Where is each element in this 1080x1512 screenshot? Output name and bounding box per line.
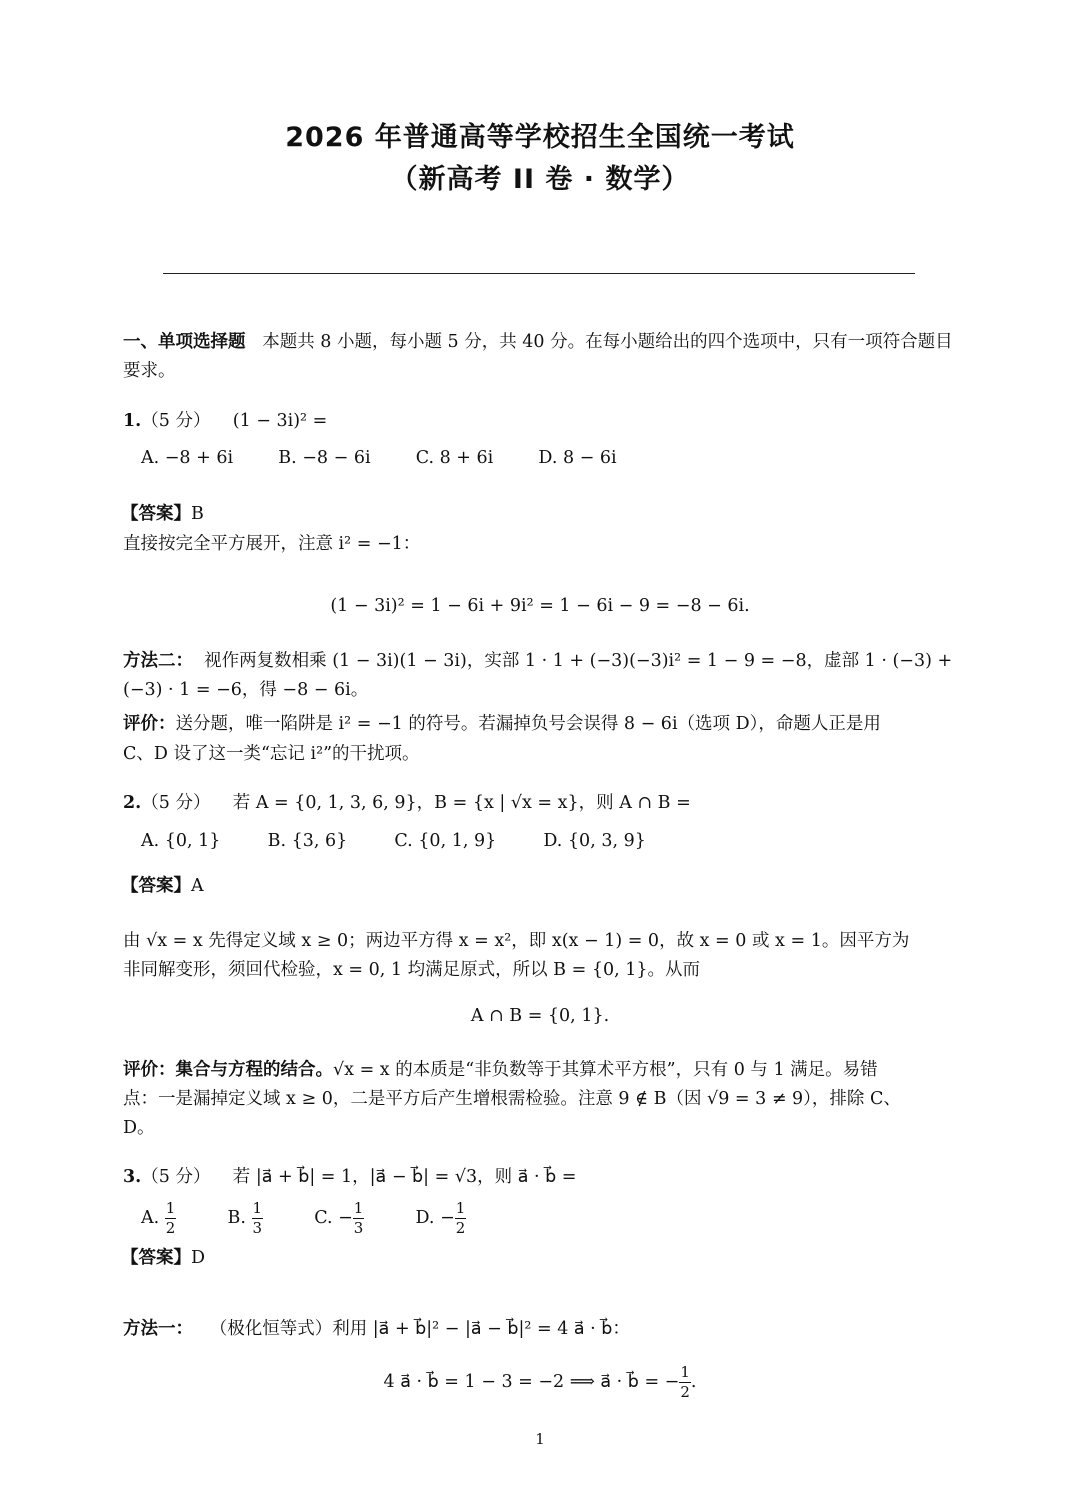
question-1-number: 1.: [123, 411, 142, 431]
comment-text: √x = x 的本质是“非负数等于其算术平方根”，只有 0 与 1 满足。易错: [333, 1060, 878, 1080]
option-1d: D. 8 − 6i: [538, 448, 617, 468]
exam-title: 2026 年普通高等学校招生全国统一考试: [285, 122, 795, 153]
question-3-stem: [123, 1162, 576, 1192]
option-1a: A. −8 + 6i: [141, 448, 234, 468]
question-2-explanation: 由 √x = x 先得定义域 x ≥ 0；两边平方得 x = x²，即 x(x − 1) = 0，故 x = 0 或 x = 1。因平方为: [123, 931, 910, 951]
option-3c: C. − $\frac{1}{3}$: [314, 1199, 364, 1237]
method2-label: 方法二：: [123, 651, 193, 671]
fraction: $\frac{1}{2}$: [165, 1199, 176, 1237]
question-2-number: 2.: [123, 793, 142, 813]
method1-label: 方法一：: [123, 1319, 193, 1339]
question-1-comment: [123, 709, 881, 739]
question-2-explanation-cont: 非同解变形，须回代检验，x = 0, 1 均满足原式，所以 B = {0, 1}。从而: [123, 960, 700, 980]
question-2-stem: [123, 788, 691, 818]
question-3-score: （5 分）: [141, 1167, 211, 1187]
option-3a: A. $\frac{1}{2}$: [141, 1199, 176, 1237]
option-3b: B. $\frac{1}{3}$: [227, 1199, 263, 1237]
question-2-comment: [123, 1055, 878, 1085]
section-header: [123, 327, 953, 357]
question-3-answer: [121, 1243, 205, 1273]
question-2-comment-end: D。: [123, 1118, 155, 1138]
option-2a: A. {0, 1}: [141, 831, 221, 851]
answer-value: D: [191, 1248, 206, 1268]
question-1-method2-cont: (−3) · 1 = −6，得 −8 − 6i。: [123, 680, 369, 700]
option-1b: B. −8 − 6i: [278, 448, 371, 468]
question-2-expression: 若 A = {0, 1, 3, 6, 9}，B = {x | √x = x}，则 A ∩ B =: [232, 793, 691, 813]
option-2c: C. {0, 1, 9}: [394, 831, 497, 851]
fraction: $\frac{1}{2}$: [680, 1363, 690, 1401]
section-heading: 一、单项选择题: [123, 332, 246, 352]
question-3-formula: 4 a⃗ · b⃗ = 1 − 3 = −2 ⟹ a⃗ · b⃗ = − $\frac{1}{2}$ .: [383, 1363, 697, 1401]
question-3-expression: 若 |a⃗ + b⃗| = 1，|a⃗ − b⃗| = √3，则 a⃗ · b⃗ =: [232, 1167, 577, 1187]
comment-label: 评价：: [123, 1060, 176, 1080]
answer-label: 【答案】: [121, 1248, 191, 1268]
section-description: 本题共 8 小题，每小题 5 分，共 40 分。在每小题给出的四个选项中，只有一项符合题目: [262, 332, 953, 352]
comment-label: 评价：: [123, 714, 176, 734]
question-1-answer: [121, 499, 204, 529]
question-1-comment-cont: C、D 设了这一类“忘记 i²”的干扰项。: [123, 744, 420, 764]
answer-label: 【答案】: [121, 876, 191, 896]
answer-label: 【答案】: [121, 504, 191, 524]
question-1-explanation: 直接按完全平方展开，注意 i² = −1：: [123, 534, 421, 554]
method2-text: 视作两复数相乘 (1 − 3i)(1 − 3i)，实部 1 · 1 + (−3)(−3)i² = 1 − 9 = −8，虚部 1 · (−3) +: [204, 651, 953, 671]
option-1c: C. 8 + 6i: [415, 448, 494, 468]
fraction: $\frac{1}{3}$: [252, 1199, 263, 1237]
option-3d: D. − $\frac{1}{2}$: [415, 1199, 466, 1237]
fraction: $\frac{1}{2}$: [455, 1199, 466, 1237]
question-1-score: （5 分）: [141, 411, 211, 431]
comment-text: 送分题，唯一陷阱是 i² = −1 的符号。若漏掉负号会误得 8 − 6i（选项 D），命题人正是用: [175, 714, 881, 734]
option-2b: B. {3, 6}: [267, 831, 348, 851]
question-1-expression: (1 − 3i)² =: [232, 411, 328, 431]
fraction: $\frac{1}{3}$: [353, 1199, 364, 1237]
question-2-score: （5 分）: [141, 793, 211, 813]
question-3-method1: [123, 1314, 630, 1344]
section-description-cont: 要求。: [123, 361, 176, 381]
option-2d: D. {0, 3, 9}: [543, 831, 646, 851]
method1-text: （极化恒等式）利用 |a⃗ + b⃗|² − |a⃗ − b⃗|² = 4 a⃗ · b⃗：: [209, 1319, 630, 1339]
question-2-options: [141, 826, 646, 856]
question-1-method2: [123, 646, 952, 676]
title-divider: [163, 273, 915, 274]
question-1-options: [141, 443, 617, 473]
question-2-formula: A ∩ B = {0, 1}.: [470, 1006, 610, 1026]
question-2-comment-cont: 点：一是漏掉定义域 x ≥ 0，二是平方后产生增根需检验。注意 9 ∉ B（因 √9 = 3 ≠ 9），排除 C、: [123, 1089, 901, 1109]
exam-subtitle: （新高考 II 卷 · 数学）: [390, 164, 690, 195]
answer-value: A: [191, 876, 204, 896]
question-3-options: [141, 1198, 466, 1238]
question-2-answer: [121, 871, 204, 901]
page-number: 1: [535, 1430, 545, 1448]
question-1-stem: [123, 406, 327, 436]
question-1-formula: (1 − 3i)² = 1 − 6i + 9i² = 1 − 6i − 9 = −8 − 6i.: [330, 596, 750, 616]
comment-bold: 集合与方程的结合。: [175, 1060, 333, 1080]
answer-value: B: [191, 504, 204, 524]
question-3-number: 3.: [123, 1167, 142, 1187]
